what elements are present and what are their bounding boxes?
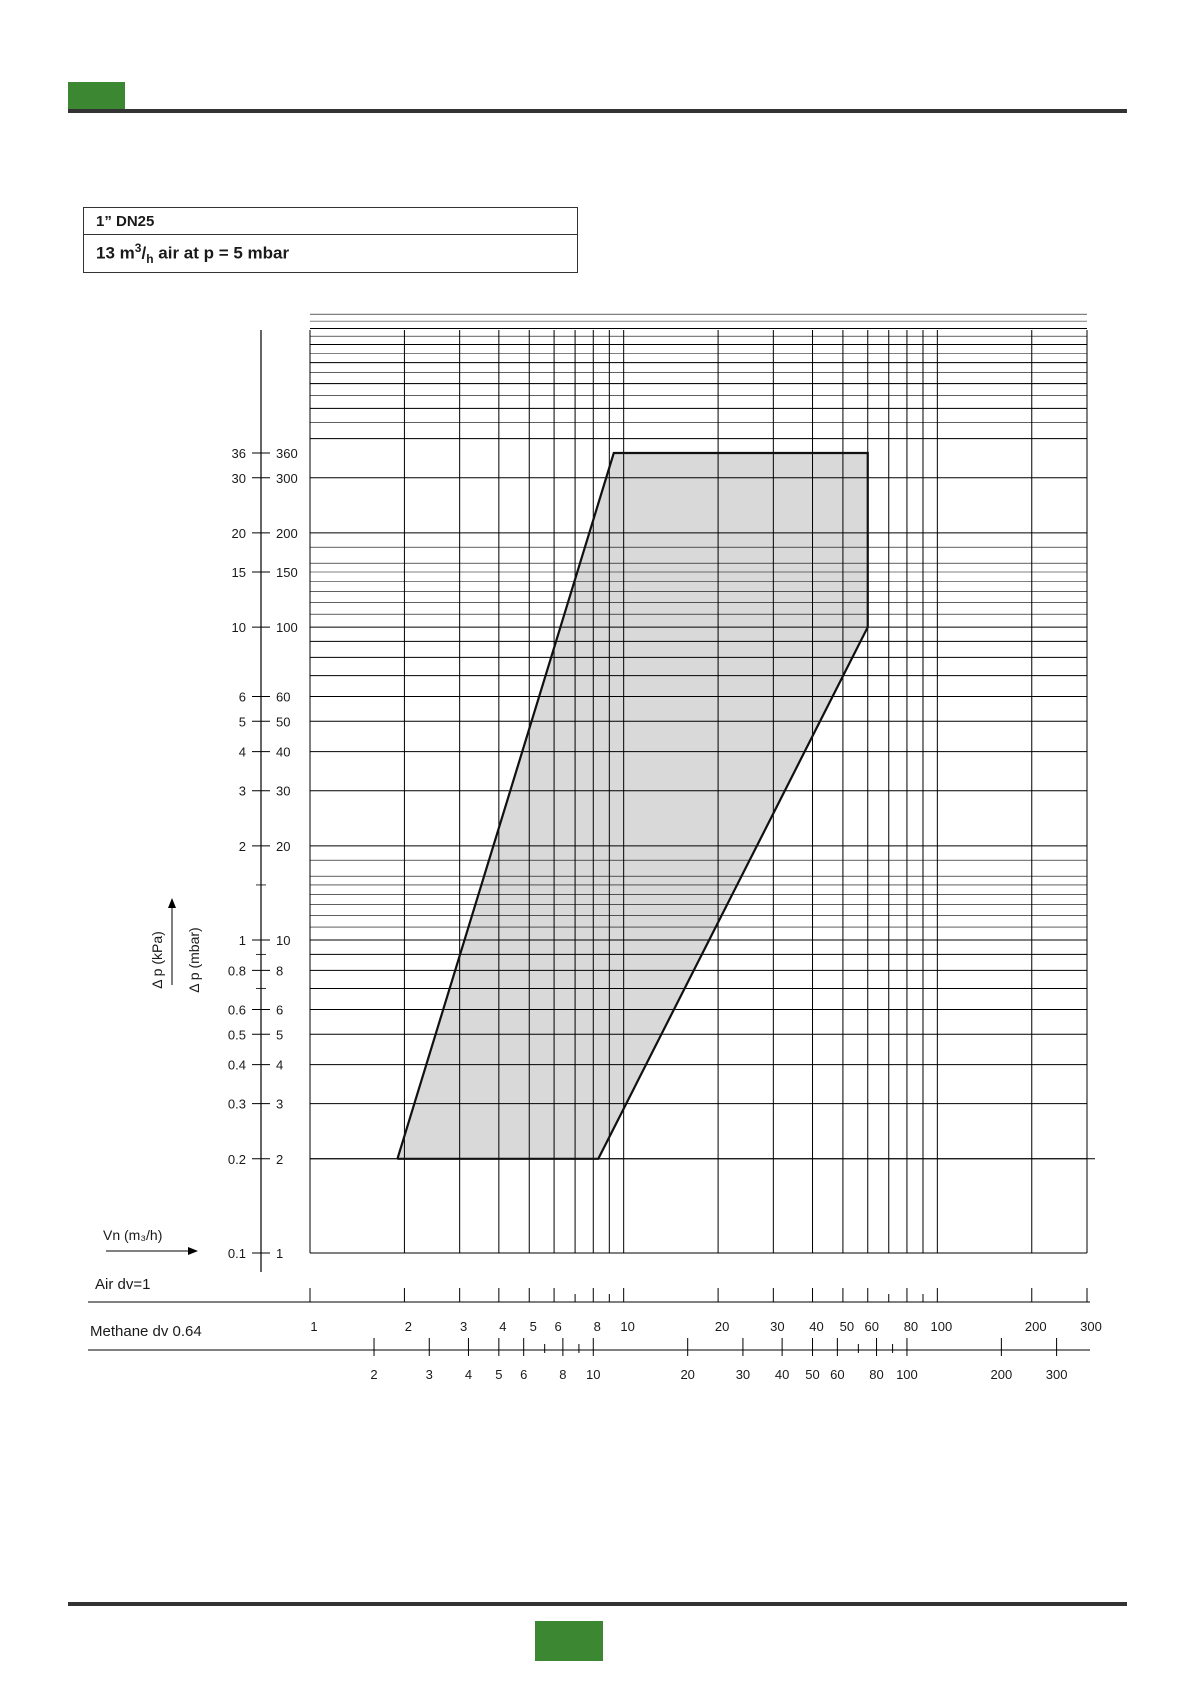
y-tick-label-kpa: 5: [238, 714, 246, 730]
y-tick-label-mbar: 8: [276, 963, 284, 979]
air-scale-label: 8: [593, 1319, 601, 1334]
y-tick-label-mbar: 40: [276, 744, 291, 760]
methane-scale-label: 200: [990, 1367, 1013, 1382]
spec-flow-value: 13: [96, 243, 115, 263]
y-tick-label-mbar: 150: [276, 564, 298, 580]
y-tick-label-mbar: 30: [276, 783, 291, 799]
y-tick-label-mbar: 5: [276, 1027, 284, 1043]
header-rule: [68, 109, 1127, 113]
methane-scale-label: 100: [896, 1367, 918, 1382]
y-tick-label-kpa: 0.5: [227, 1027, 246, 1043]
air-scale-label: 2: [404, 1319, 413, 1334]
methane-scale-label: 40: [774, 1367, 790, 1382]
header-accent-tab: [68, 82, 125, 110]
row-methane-label: Methane dv 0.64: [90, 1323, 202, 1340]
y-tick-label-kpa: 1: [238, 933, 246, 949]
methane-scale-label: 8: [559, 1367, 567, 1382]
methane-scale-label: 6: [520, 1367, 528, 1382]
spec-flow-unit-sup: 3: [134, 240, 142, 255]
y-axis-title-kpa: Δ p (kPa): [149, 931, 165, 989]
air-scale-label: 3: [460, 1319, 468, 1334]
y-tick-label-mbar: 20: [276, 838, 291, 854]
air-scale-label: 5: [529, 1319, 537, 1334]
y-tick-label-mbar: 300: [276, 470, 298, 486]
y-axis-title-mbar: Δ p (mbar): [186, 927, 202, 993]
air-scale-label: 50: [839, 1319, 855, 1334]
methane-scale-label: 60: [830, 1367, 845, 1382]
air-scale-label: 1: [310, 1319, 318, 1334]
spec-model: 1” DN25: [84, 208, 578, 235]
y-tick-label-mbar: 3: [276, 1096, 284, 1112]
spec-flow-text: air at p = 5 mbar: [153, 243, 290, 263]
y-tick-label-mbar: 6: [276, 1002, 284, 1018]
methane-scale-label: 4: [464, 1367, 473, 1382]
air-scale-label: 10: [620, 1319, 635, 1334]
spec-flow: [84, 235, 578, 273]
air-scale-label: 80: [903, 1319, 919, 1334]
y-tick-label-kpa: 36: [231, 446, 246, 461]
y-tick-label-kpa: 4: [238, 744, 246, 760]
y-tick-label-kpa: 10: [231, 620, 246, 636]
air-scale-label: 200: [1024, 1319, 1047, 1334]
air-scale-label: 60: [864, 1319, 879, 1334]
methane-scale-label: 80: [869, 1367, 884, 1382]
air-scale-label: 300: [1080, 1319, 1102, 1334]
air-scale-label: 4: [499, 1319, 507, 1334]
y-tick-label-mbar: 100: [276, 620, 298, 636]
y-tick-label-mbar: 1: [276, 1246, 284, 1261]
y-tick-label-kpa: 0.6: [227, 1002, 246, 1018]
methane-scale-label: 2: [370, 1367, 378, 1382]
methane-scale-label: 300: [1045, 1367, 1068, 1382]
y-axis-arrow-head: [168, 898, 176, 908]
row-air-label: Air dv=1: [95, 1276, 151, 1293]
air-scale-label: 30: [770, 1319, 785, 1334]
y-tick-label-mbar: 60: [276, 689, 291, 705]
y-tick-label-kpa: 3: [238, 783, 246, 799]
spec-flow-unit-sub: h: [146, 252, 154, 267]
spec-flow-unit-m: m: [119, 243, 135, 263]
y-tick-label-mbar: 50: [276, 714, 291, 730]
air-scale-label: 6: [554, 1319, 562, 1334]
y-tick-label-mbar: 200: [276, 525, 298, 541]
y-tick-label-mbar: 360: [276, 446, 298, 461]
y-tick-label-kpa: 0.1: [227, 1246, 246, 1261]
footer-accent-tab: [535, 1621, 603, 1661]
x-axis-title: Vn (m₃/h): [103, 1227, 163, 1243]
methane-scale-label: 5: [495, 1367, 503, 1382]
operating-region: [397, 453, 867, 1159]
methane-scale-label: 3: [425, 1367, 433, 1382]
footer-rule: [68, 1602, 1127, 1606]
y-tick-label-kpa: 2: [238, 838, 246, 854]
y-tick-label-mbar: 2: [276, 1151, 284, 1167]
methane-scale-label: 10: [586, 1367, 601, 1382]
pressure-drop-chart: [0, 300, 1191, 1420]
methane-scale-label: 20: [680, 1367, 695, 1382]
spec-flow-unit-slash: /: [141, 243, 147, 263]
y-tick-label-kpa: 0.4: [227, 1057, 246, 1073]
y-tick-label-mbar: 4: [276, 1057, 284, 1073]
spec-table: [83, 207, 578, 273]
air-scale-label: 100: [930, 1319, 953, 1334]
y-tick-label-kpa: 0.8: [227, 963, 246, 979]
y-tick-label-kpa: 6: [238, 689, 246, 705]
y-tick-label-kpa: 15: [231, 564, 246, 580]
methane-scale-label: 30: [735, 1367, 751, 1382]
methane-scale-label: 50: [805, 1367, 820, 1382]
y-tick-label-kpa: 20: [231, 525, 246, 541]
y-tick-label-kpa: 0.2: [227, 1151, 246, 1167]
air-scale-label: 20: [714, 1319, 730, 1334]
y-tick-label-mbar: 10: [276, 933, 291, 949]
air-scale-label: 40: [809, 1319, 824, 1334]
y-tick-label-kpa: 30: [231, 470, 246, 486]
x-axis-arrow-head: [188, 1247, 198, 1255]
y-tick-label-kpa: 0.3: [227, 1096, 246, 1112]
